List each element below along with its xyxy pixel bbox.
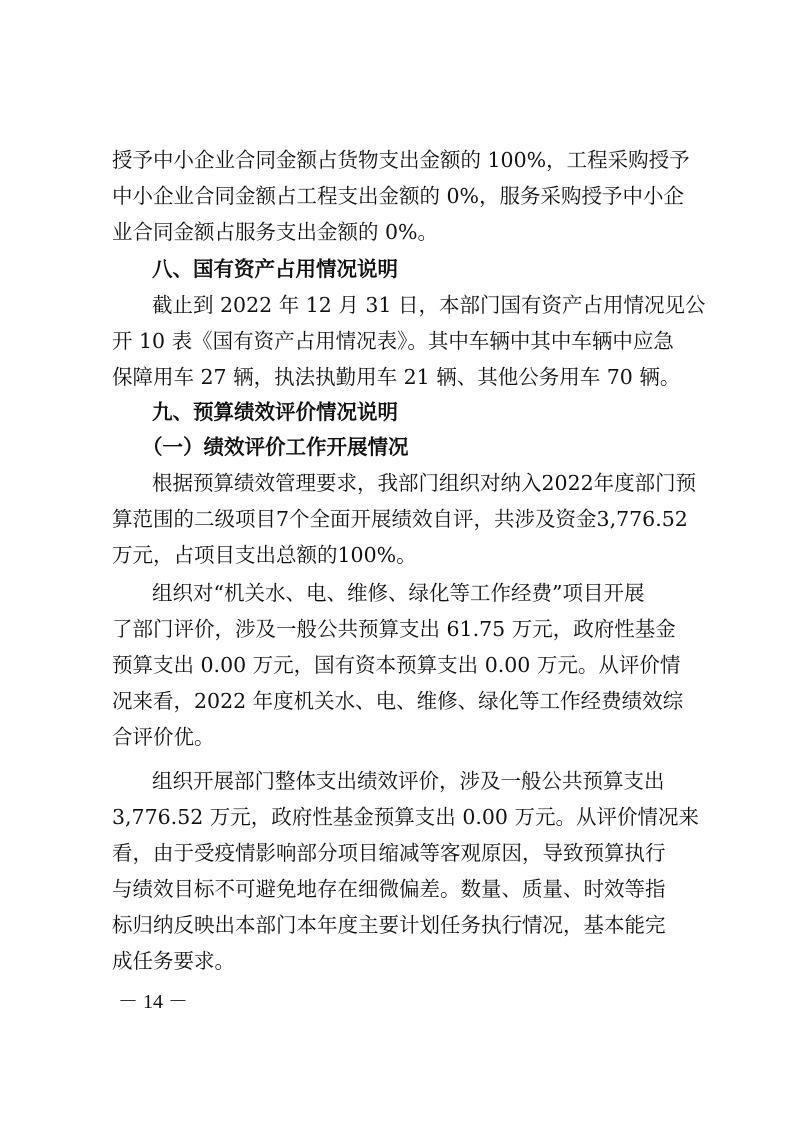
- body-text-line: 算范围的二级项目7个全面开展绩效自评，共涉及资金3,776.52: [112, 507, 688, 531]
- body-text-line: 授予中小企业合同金额占货物支出金额的 100%，工程采购授予: [112, 148, 690, 172]
- page-number: － 14 －: [118, 991, 188, 1013]
- body-text-line: 了部门评价，涉及一般公共预算支出 61.75 万元，政府性基金: [112, 617, 676, 641]
- body-text-line: 成任务要求。: [112, 949, 235, 973]
- body-text-line: 与绩效目标不可避免地存在细微偏差。数量、质量、时效等指: [112, 877, 666, 901]
- body-text-line: 截止到 2022 年 12 月 31 日，本部门国有资产占用情况见公: [152, 293, 706, 317]
- body-text-line: 组织对“机关水、电、维修、绿化等工作经费”项目开展: [152, 581, 645, 605]
- body-text-line: 预算支出 0.00 万元，国有资本预算支出 0.00 万元。从评价情: [112, 653, 681, 677]
- body-text-line: 开 10 表《国有资产占用情况表》。其中车辆中其中车辆中应急: [112, 329, 674, 353]
- body-text-line: 标归纳反映出本部门本年度主要计划任务执行情况，基本能完: [112, 913, 666, 937]
- body-text-line: 根据预算绩效管理要求，我部门组织对纳入2022年度部门预: [152, 471, 697, 495]
- body-text-line: 保障用车 27 辆，执法执勤用车 21 辆、其他公务用车 70 辆。: [112, 365, 681, 389]
- body-text-line: 业合同金额占服务支出金额的 0%。: [112, 220, 439, 244]
- body-text-line: 组织开展部门整体支出绩效评价，涉及一般公共预算支出: [152, 769, 665, 793]
- body-text-line: 况来看，2022 年度机关水、电、维修、绿化等工作经费绩效综: [112, 689, 684, 713]
- section-heading: 八、国有资产占用情况说明: [152, 257, 398, 281]
- subsection-heading: （一）绩效评价工作开展情况: [142, 435, 409, 459]
- body-text-line: 中小企业合同金额占工程支出金额的 0%，服务采购授予中小企: [112, 184, 685, 208]
- section-heading: 九、预算绩效评价情况说明: [152, 400, 398, 424]
- body-text-line: 3,776.52 万元，政府性基金预算支出 0.00 万元。从评价情况来: [112, 805, 699, 829]
- body-text-line: 合评价优。: [112, 725, 215, 749]
- body-text-line: 看，由于受疫情影响部分项目缩减等客观原因，导致预算执行: [112, 841, 666, 865]
- body-text-line: 万元，占项目支出总额的100%。: [112, 543, 417, 567]
